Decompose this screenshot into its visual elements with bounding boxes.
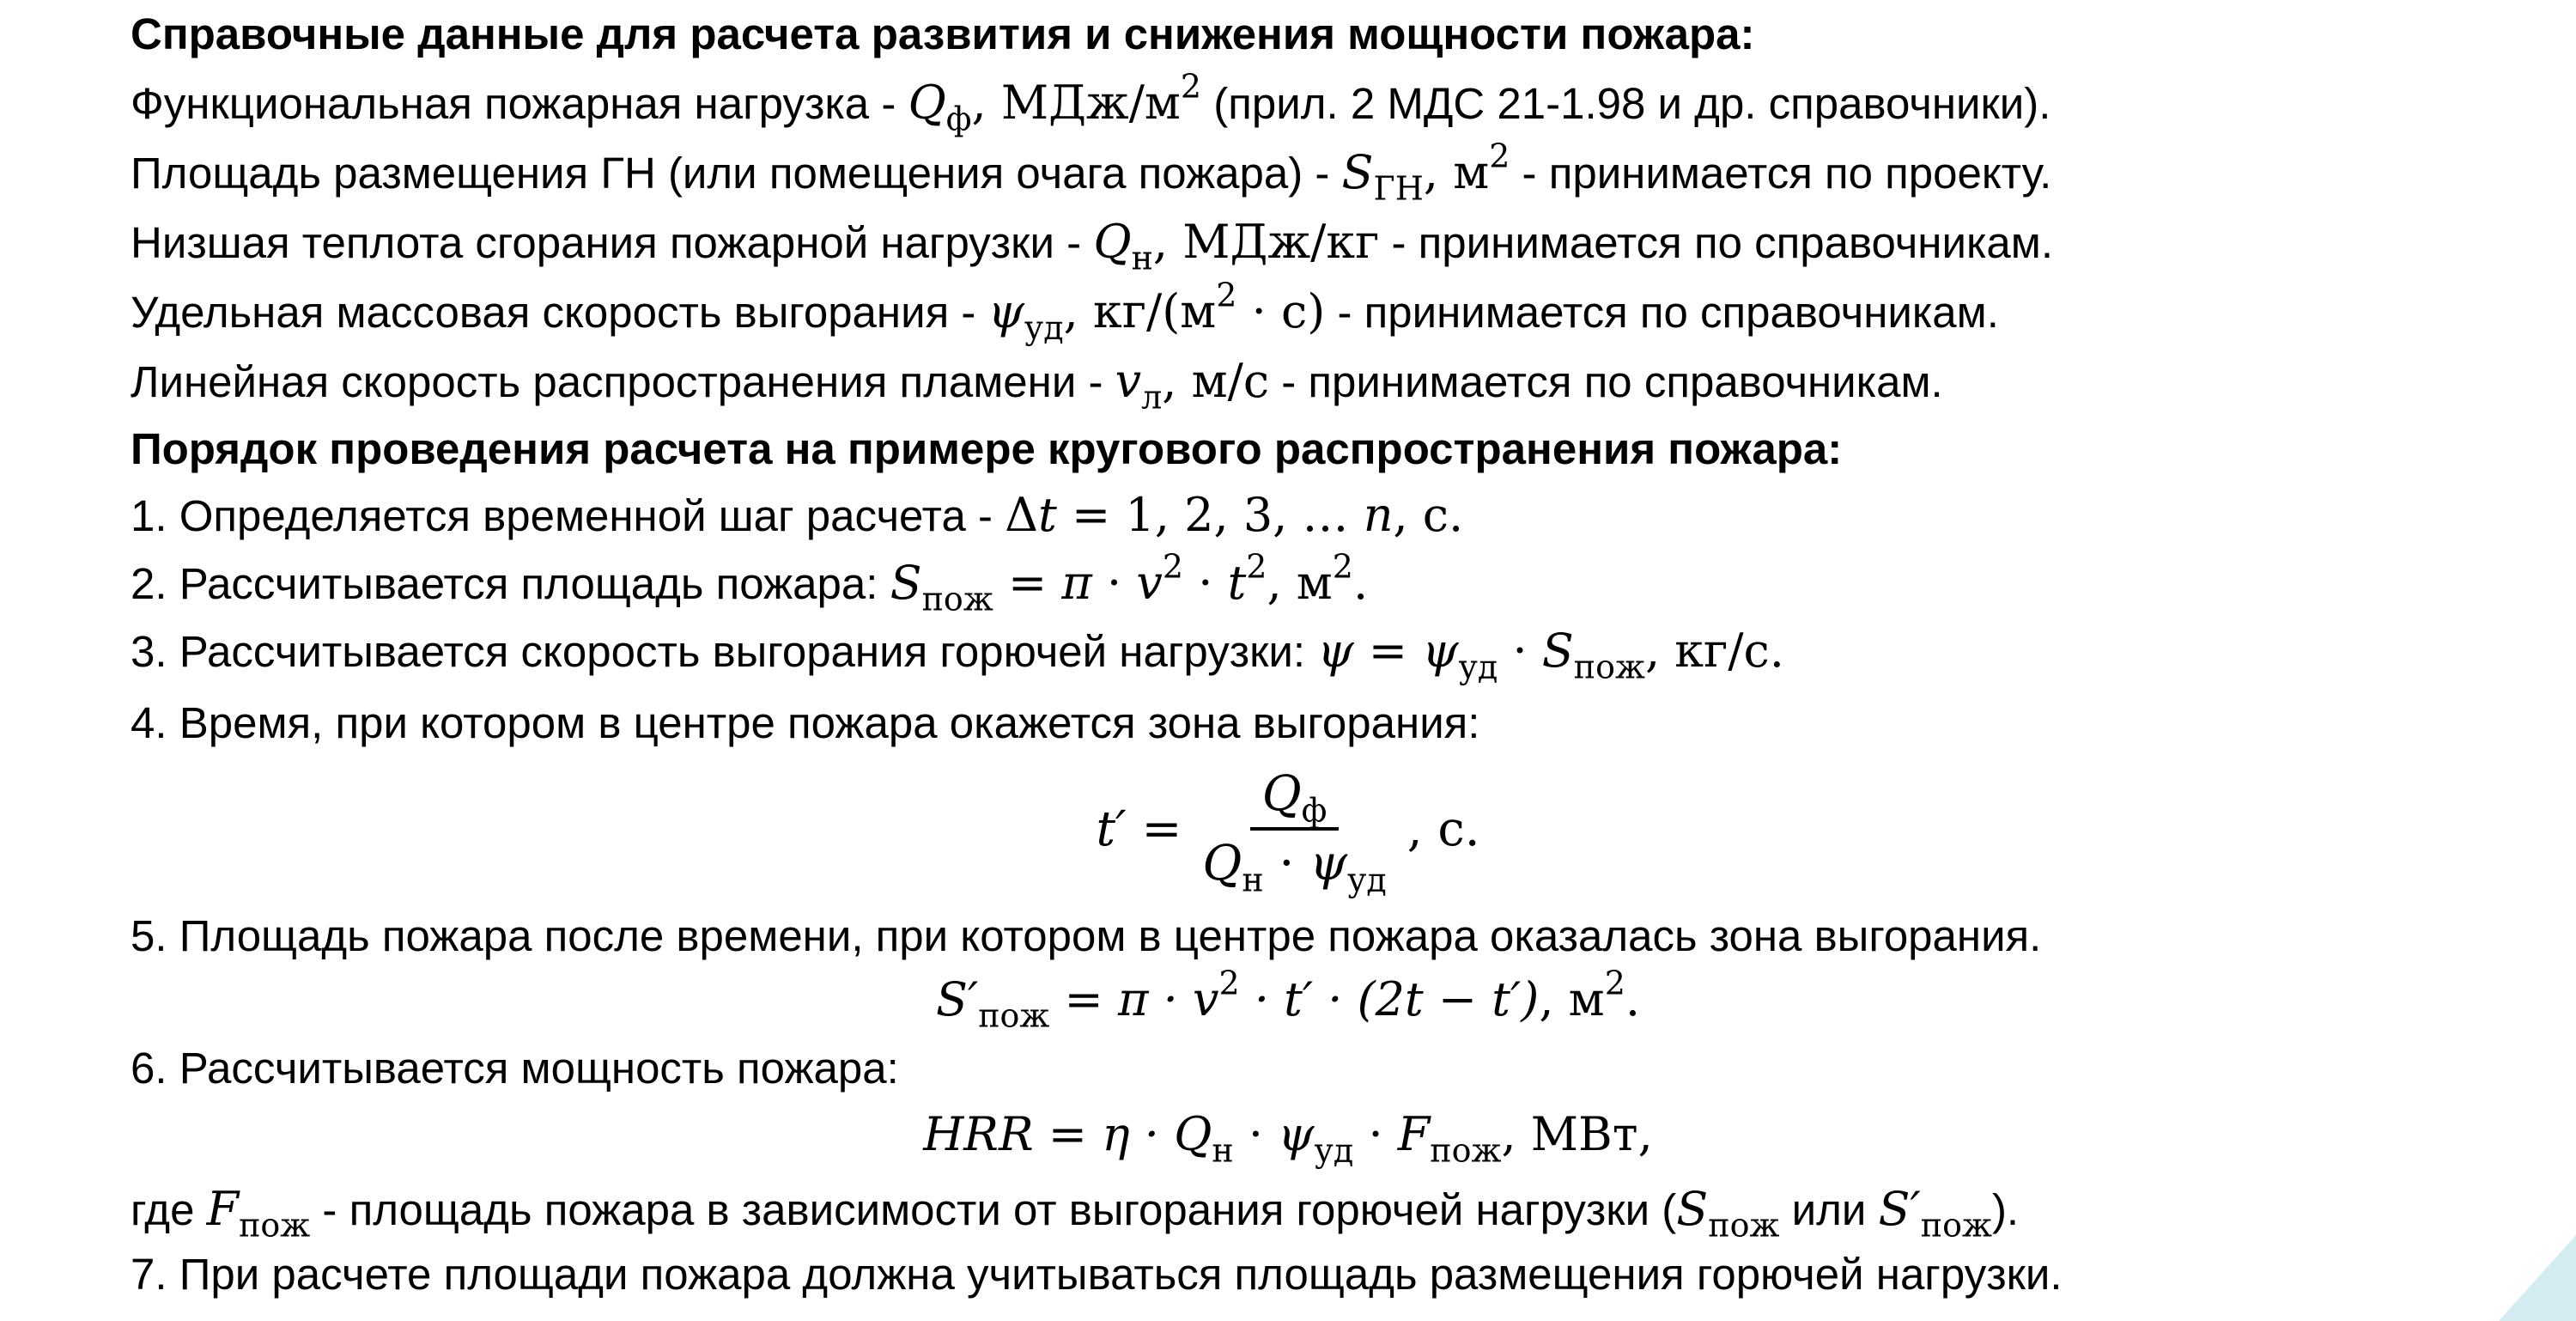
formula-hrr: HRR = $\eta \cdot Q_н \cdot \psi_{уд} \cdot F_{пож}$, МВт, xyxy=(923,1107,1653,1170)
fraction-numerator: $Q_ф$ xyxy=(1250,766,1340,831)
where-definition: где $F_{пож}$ - площадь пожара в зависимости от выгорания горючей нагрузки ($S_{пож}$ или $S'_{пож}$). xyxy=(131,1182,2020,1245)
formula-burnout-time: t′ = $\frac{Q_ф}{Q_н \cdot \psi_{уд}}$ , с. xyxy=(1096,766,1480,899)
step-5: 5. Площадь пожара после времени, при котором в центре пожара оказалась зона выгорания. xyxy=(131,911,2042,960)
step-3: 3. Рассчитывается скорость выгорания горючей нагрузки: $\psi = \psi_{уд} \cdot S_{пож}$, кг/с. xyxy=(131,624,1784,686)
ref-line-fire-load: Функциональная пожарная нагрузка - $Q_ф$, МДж/$м^2$ (прил. 2 МДС 21-1.98 и др. справочники). xyxy=(131,67,2051,138)
heading-reference-data: Справочные данные для расчета развития и снижения мощности пожара: xyxy=(131,9,1755,58)
heading-procedure: Порядок проведения расчета на примере кругового распространения пожара: xyxy=(131,424,1843,473)
step-7: 7. При расчете площади пожара должна учитываться площадь размещения горючей нагрузки. xyxy=(131,1250,2063,1299)
ref-line-placement-area: Площадь размещения ГН (или помещения очага пожара) - $S_{ГН}$, $м^2$ - принимается по проекту. xyxy=(131,137,2052,208)
corner-decoration xyxy=(2499,1235,2576,1321)
fraction-denominator: $Q_н \cdot \psi_{уд}$ xyxy=(1202,836,1387,899)
step-1: 1. Определяется временной шаг расчета - Δt = 1, 2, 3, … n, с. xyxy=(131,488,1464,542)
ref-line-heat-of-combustion: Низшая теплота сгорания пожарной нагрузки - $Q_н$, МДж/кг - принимается по справочникам. xyxy=(131,215,2053,277)
fraction xyxy=(1190,766,1398,899)
formula-area-after-burnout: $S'_{пож} = \pi \cdot v^2 \cdot t' \cdot (2t - t')$, $м^2$. xyxy=(935,964,1641,1035)
step-4: 4. Время, при котором в центре пожара окажется зона выгорания: xyxy=(131,698,1480,747)
ref-line-burnout-rate: Удельная массовая скорость выгорания - $\psi_{уд}$, $кг/(м^2 \cdot с)$ - принимается по справочникам. xyxy=(131,276,1999,347)
step-6: 6. Рассчитывается мощность пожара: xyxy=(131,1044,899,1093)
ref-line-flame-speed: Линейная скорость распространения пламени - $v_л$, м/с - принимается по справочникам. xyxy=(131,354,1943,417)
step-2: 2. Рассчитывается площадь пожара: $S_{пож} = \pi \cdot v^2 \cdot t^2$, $м^2$. xyxy=(131,547,1369,618)
